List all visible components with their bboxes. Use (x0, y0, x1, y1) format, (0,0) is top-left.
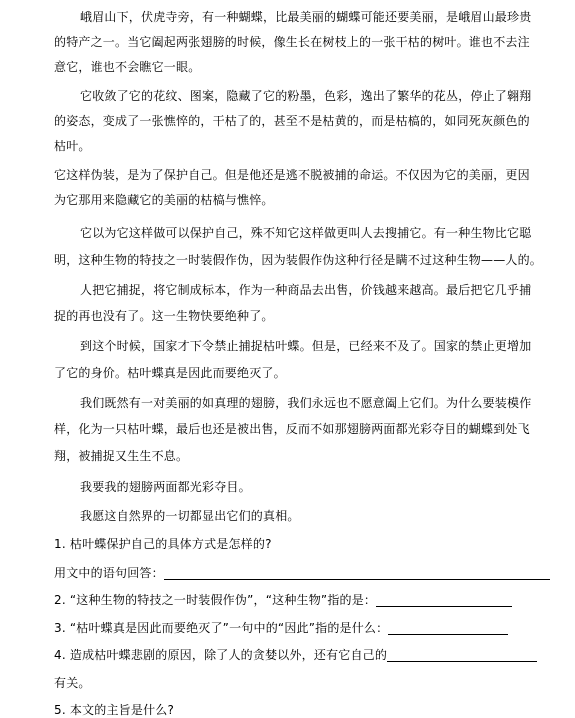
answer-blank-3[interactable] (388, 622, 508, 635)
answer-blank-4[interactable] (387, 649, 537, 662)
text-line: 意它，谁也不会瞧它一眼。 (54, 60, 201, 74)
text-line: 的特产之一。当它阖起两张翅膀的时候，像生长在树枝上的一张干枯的树叶。谁也不去注 (54, 35, 530, 49)
answer-blank-2[interactable] (376, 594, 512, 607)
text-line: 了它的身价。枯叶蝶真是因此而要绝灭了。 (54, 366, 286, 380)
text-line: 它以为它这样做可以保护自己，殊不知它这样做更叫人去搜捕它。有一种生物比它聪 (80, 226, 532, 240)
question-2-text: 2. “这种生物的特技之一时装假作伪”，“这种生物”指的是： (54, 593, 377, 607)
text-line: 枯叶。 (54, 139, 91, 153)
question-5: 5. 本文的主旨是什么? (54, 703, 175, 717)
answer-blank-1[interactable] (164, 567, 550, 580)
question-4-text: 4. 造成枯叶蝶悲剧的原因，除了人的贪婪以外，还有它自己的 (54, 648, 388, 662)
text-line: 我愿这自然界的一切都显出它们的真相。 (80, 509, 300, 523)
text-line: 我要我的翅膀两面都光彩夺目。 (80, 480, 251, 494)
question-2 (54, 593, 512, 607)
text-line: 为它那用来隐藏它的美丽的枯槁与憔悴。 (54, 193, 274, 207)
question-4 (54, 648, 537, 662)
text-line: 的姿态，变成了一张憔悴的，干枯了的，甚至不是枯黄的，而是枯槁的，如同死灰颜色的 (54, 114, 530, 128)
question-1-answer-row (54, 566, 550, 580)
text-line: 它收敛了它的花纹、图案，隐藏了它的粉墨，色彩，逸出了繁华的花丛，停止了翱翔 (80, 89, 532, 103)
question-1: 1. 枯叶蝶保护自己的具体方式是怎样的? (54, 537, 272, 551)
text-line: 到这个时候，国家才下令禁止捕捉枯叶蝶。但是，已经来不及了。国家的禁止更增加 (80, 339, 532, 353)
question-1-prompt: 用文中的语句回答： (54, 566, 164, 580)
text-line: 它这样伪装，是为了保护自己。但是他还是逃不脱被捕的命运。不仅因为它的美丽，更因 (54, 168, 530, 182)
text-line: 捉的再也没有了。这一生物快要绝种了。 (54, 309, 274, 323)
text-line: 样，化为一只枯叶蝶，最后也还是被出售，反而不如那翅膀两面都光彩夺目的蝴蝶到处飞 (54, 422, 530, 436)
text-line: 人把它捕捉，将它制成标本，作为一种商品去出售，价钱越来越高。最后把它几乎捕 (80, 283, 532, 297)
question-3 (54, 621, 508, 635)
question-4-continuation: 有关。 (54, 676, 91, 690)
text-line: 我们既然有一对美丽的如真理的翅膀，我们永远也不愿意阖上它们。为什么要装模作 (80, 396, 532, 410)
text-line: 峨眉山下，伏虎寺旁，有一种蝴蝶，比最美丽的蝴蝶可能还要美丽，是峨眉山最珍贵 (80, 10, 532, 24)
text-line: 翔，被捕捉又生生不息。 (54, 449, 189, 463)
question-3-text: 3. “枯叶蝶真是因此而要绝灭了”一句中的“因此”指的是什么： (54, 621, 389, 635)
text-line: 明，这种生物的特技之一时装假作伪，因为装假作伪这种行径是瞒不过这种生物——人的。 (54, 253, 543, 267)
